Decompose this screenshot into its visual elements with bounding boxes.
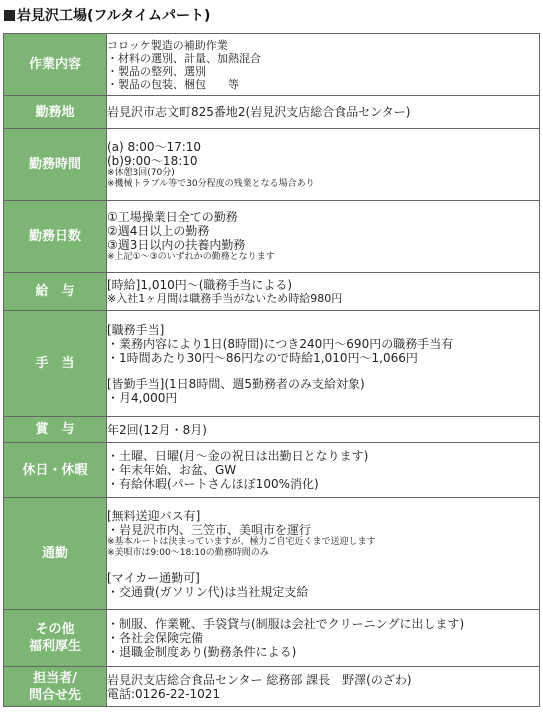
value-work-hours (107, 129, 540, 201)
value-commute (107, 498, 540, 610)
row-benefits (4, 610, 540, 667)
row-work-location (4, 96, 540, 129)
value-bonus (107, 417, 540, 443)
commute-line: ・岩見沢市内、三笠市、美唄市を運行 (107, 522, 312, 537)
bonus-line: 年2回(12月・8月) (107, 422, 207, 437)
label-benefits: その他 福利厚生 (4, 610, 107, 667)
commute-note: ※美唄市は9:00～18:10の勤務時間のみ (107, 547, 269, 558)
heading-text: 岩見沢工場(フルタイムパート) (17, 8, 211, 24)
work-hours-note: ※休憩3回(70分) (107, 167, 175, 178)
label-work-hours: 勤務時間 (4, 129, 107, 201)
label-work-days: 勤務日数 (4, 201, 107, 273)
holidays-line: ・土曜、日曜(月～金の祝日は出勤日となります) (107, 449, 369, 463)
label-holidays: 休日・休暇 (4, 443, 107, 498)
contact-phone: 電話:0126-22-1021 (107, 686, 221, 701)
work-days-line: ②週4日以上の勤務 (107, 224, 210, 238)
work-hours-note: ※機械トラブル等で30分程度の残業となる場合あり (107, 178, 315, 189)
row-bonus (4, 417, 540, 443)
work-content-line: ・製品の整列、選別 (107, 64, 206, 78)
commute-line: ・交通費(ガソリン代)は当社規定支給 (107, 584, 309, 599)
holidays-line: ・年末年始、お盆、GW (107, 463, 237, 477)
label-work-content: 作業内容 (4, 34, 107, 96)
allowance-line: ・業務内容により1日(8時間)につき240円～690円の職務手当有 (107, 336, 454, 351)
job-details-table (3, 33, 540, 707)
allowance-line: ・1時間あたり30円～86円なので時給1,010円～1,066円 (107, 350, 418, 365)
value-contact (107, 667, 540, 707)
page-heading (4, 4, 210, 26)
label-allowance: 手 当 (4, 311, 107, 417)
value-salary (107, 273, 540, 311)
work-days-note: ※上記①～③のいずれかの勤務となります (107, 252, 275, 262)
work-content-line: ・材料の選別、計量、加熱混合 (107, 51, 261, 65)
work-hours-line: (b)9:00～18:10 (107, 153, 198, 168)
value-allowance (107, 311, 540, 417)
benefits-line: ・各社会保険完備 (107, 631, 204, 645)
row-work-days (4, 201, 540, 273)
work-location-line: 岩見沢市志文町825番地2(岩見沢支店総合食品センター) (107, 105, 411, 119)
work-hours-line: (a) 8:00～17:10 (107, 139, 202, 154)
allowance-line: ・月4,000円 (107, 390, 178, 405)
label-work-location: 勤務地 (4, 96, 107, 129)
value-benefits (107, 610, 540, 667)
label-bonus: 賞 与 (4, 417, 107, 443)
contact-line: 岩見沢支店総合食品センター 総務部 課長 野澤(のざわ) (107, 672, 412, 687)
value-work-location (107, 96, 540, 129)
row-contact (4, 667, 540, 707)
row-commute (4, 498, 540, 610)
salary-line: [時給]1,010円～(職務手当による) (107, 278, 293, 292)
value-work-content (107, 34, 540, 96)
row-work-hours (4, 129, 540, 201)
commute-line: [マイカー通勤可] (107, 570, 200, 585)
value-work-days (107, 201, 540, 273)
commute-note: ※基本ルートは決まっていますが、極力ご自宅近くまで送迎します (107, 536, 376, 547)
work-days-line: ①工場操業日全ての勤務 (107, 210, 238, 224)
value-holidays (107, 443, 540, 498)
label-commute: 通勤 (4, 498, 107, 610)
heading-square-icon (4, 10, 15, 21)
work-days-line: ③週3日以内の扶養内勤務 (107, 238, 246, 252)
label-salary: 給 与 (4, 273, 107, 311)
row-allowance (4, 311, 540, 417)
commute-line: [無料送迎バス有] (107, 508, 201, 523)
benefits-line: ・退職金制度あり(勤務条件による) (107, 645, 297, 659)
label-contact: 担当者/ 問合せ先 (4, 667, 107, 707)
work-content-line: ・製品の包装、梱包 等 (107, 77, 239, 91)
salary-note: ※入社1ヶ月間は職務手当がないため時給980円 (107, 292, 343, 305)
allowance-line: [職務手当] (107, 322, 165, 337)
holidays-line: ・有給休暇(パートさんほぼ100%消化) (107, 477, 319, 491)
allowance-spacer (107, 365, 539, 377)
row-salary (4, 273, 540, 311)
row-work-content (4, 34, 540, 96)
work-content-line: コロッケ製造の補助作業 (107, 38, 228, 52)
row-holidays (4, 443, 540, 498)
allowance-line: [皆勤手当](1日8時間、週5勤務者のみ支給対象) (107, 376, 365, 391)
benefits-line: ・制服、作業靴、手袋貸与(制服は会社でクリーニングに出します) (107, 617, 465, 631)
commute-spacer (107, 559, 539, 571)
